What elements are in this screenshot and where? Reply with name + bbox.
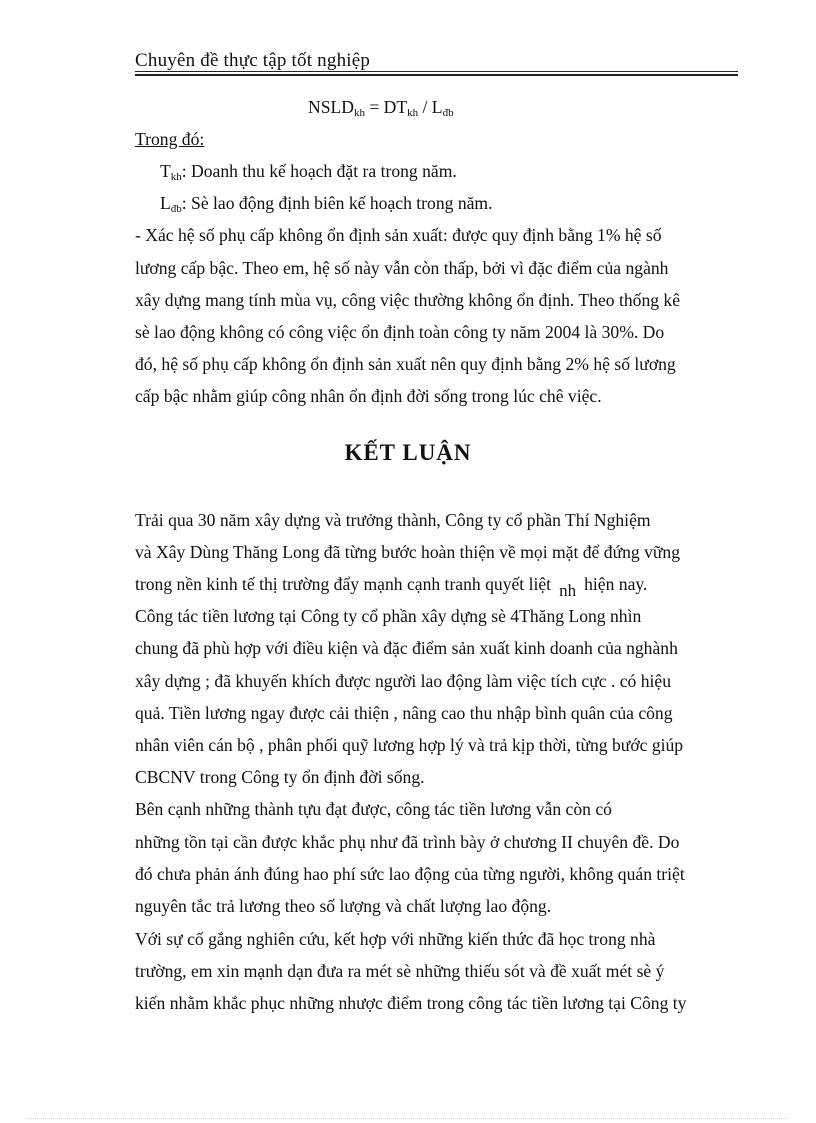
formula-l-subscript: đb [442, 107, 454, 119]
header-divider-thick [135, 74, 738, 76]
formula-lhs: NSLD [308, 97, 354, 117]
formula-dt-subscript: kh [407, 107, 419, 119]
para5-line-2: trường, em xin mạnh dạn đưa ra mét sè những thiếu sót và đề xuất mét sè ý [135, 961, 665, 981]
formula-divide-l: / L [418, 97, 443, 117]
para3-line-5: nhân viên cán bộ , phân phối quỹ lương hợp lý và trả kịp thời, từng bước giúp [135, 735, 684, 755]
para3-line-4: quả. Tiền lương ngay được cải thiện , nâng cao thu nhập bình quân của công [135, 703, 673, 723]
conclusion-heading: KẾT LUẬN [344, 440, 472, 465]
definition-tkh [160, 161, 457, 183]
para1-line-1: - Xác hệ số phụ cấp không ổn định sản xuất: được quy định bằng 1% hệ số [135, 225, 662, 245]
para3-line-3: xây dựng ; đã khuyến khích được người lao động làm việc tích cực . có hiệu [135, 671, 672, 691]
tkh-symbol: T [160, 161, 171, 181]
para2-line-3-text: trong nền kinh tế thị trường đẩy mạnh cạnh tranh quyết liệt [135, 574, 552, 594]
para4-line-4: nguyên tắc trả lương theo số lượng và chất lượng lao động. [135, 896, 552, 916]
para1-line-4: sè lao động không có công việc ổn định toàn công ty năm 2004 là 30%. Do [135, 322, 665, 342]
para1-line-2: lương cấp bậc. Theo em, hệ số này vẫn còn thấp, bởi vì đặc điểm của ngành [135, 258, 669, 278]
definitions-label: Trong đó: [135, 129, 205, 149]
ldb-description: : Sè lao động định biên kế hoạch trong năm. [181, 193, 493, 213]
para1-line-3: xây dựng mang tính mùa vụ, công việc thường không ổn định. Theo thống kê [135, 290, 681, 310]
para1-line-5: đó, hệ số phụ cấp không ổn định sản xuất nên quy định bằng 2% hệ số lương [135, 354, 676, 374]
formula-lhs-subscript: kh [353, 107, 365, 119]
para2-line-3-end: hiện nay. [584, 574, 648, 594]
header-divider-thin [135, 71, 738, 72]
definition-ldb [160, 193, 493, 215]
page-header-title: Chuyên đề thực tập tốt nghiệp [135, 50, 371, 71]
para3-line-1: Công tác tiền lương tại Công ty cổ phần xây dựng sè 4Thăng Long nhìn [135, 606, 642, 626]
para5-line-1: Với sự cố gắng nghiên cứu, kết hợp với những kiến thức đã học trong nhà [135, 929, 656, 949]
ldb-subscript: đb [170, 203, 182, 215]
para2-line-2: và Xây Dùng Thăng Long đã từng bước hoàn thiện về mọi mặt để đứng vững [135, 542, 681, 562]
para3-line-2: chung đã phù hợp với điều kiện và đặc điểm sản xuất kinh doanh của nghành [135, 638, 678, 658]
para4-line-3: đó chưa phản ánh đúng hao phí sức lao động của từng người, không quán triệt [135, 864, 685, 884]
tkh-subscript: kh [170, 171, 182, 183]
para2-line-1: Trải qua 30 năm xây dựng và trưởng thành, Công ty cổ phần Thí Nghiệm [135, 510, 651, 530]
page-bottom-divider [28, 1118, 788, 1119]
para4-line-2: những tồn tại cần được khắc phụ như đã trình bày ở chương II chuyên đề. Do [135, 832, 680, 852]
para5-line-3: kiến nhằm khắc phục những nhược điểm trong công tác tiền lương tại Công ty [135, 993, 687, 1013]
para4-line-1: Bên cạnh những thành tựu đạt được, công tác tiền lương vẫn còn có [135, 799, 612, 819]
ldb-symbol: L [160, 193, 171, 213]
tkh-description: : Doanh thu kế hoạch đặt ra trong năm. [181, 161, 457, 181]
para1-line-6: cấp bậc nhằm giúp công nhân ổn định đời sống trong lúc chê việc. [135, 386, 602, 406]
para3-line-6: CBCNV trong Công ty ổn định đời sống. [135, 767, 425, 787]
para2-nh-fragment: nh [559, 581, 577, 600]
para2-line-3 [135, 574, 647, 601]
productivity-formula [308, 97, 454, 119]
formula-equals-dt: = DT [364, 97, 408, 117]
